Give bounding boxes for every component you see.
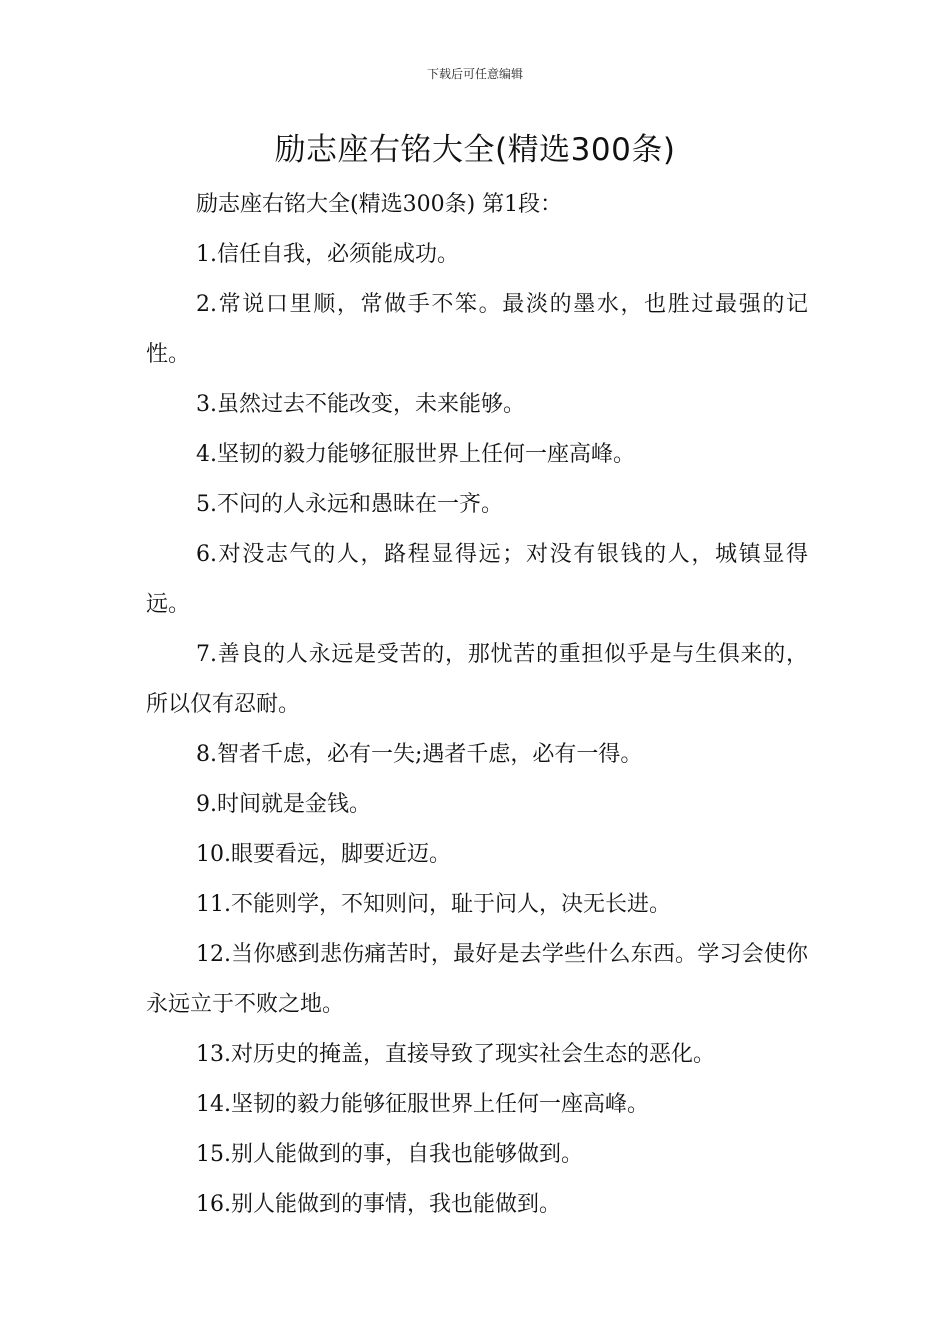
quote-item-1: 1.信任自我，必须能成功。	[196, 242, 459, 267]
quote-item-6: 6.对没志气的人，路程显得远；对没有银钱的人，城镇显得远。	[146, 542, 808, 617]
quote-item-11: 11.不能则学，不知则问，耻于问人，决无长进。	[196, 892, 671, 917]
quote-item-7: 7.善良的人永远是受苦的，那忧苦的重担似乎是与生俱来的，所以仅有忍耐。	[146, 642, 808, 717]
document-body	[146, 180, 808, 1230]
quote-item-9: 9.时间就是金钱。	[196, 792, 371, 817]
quote-item-13: 13.对历史的掩盖，直接导致了现实社会生态的恶化。	[196, 1042, 715, 1067]
quote-item-15: 15.别人能做到的事，自我也能够做到。	[196, 1142, 583, 1167]
quote-item-12: 12.当你感到悲伤痛苦时，最好是去学些什么东西。学习会使你永远立于不败之地。	[146, 942, 808, 1017]
header-note: 下载后可任意编辑	[426, 67, 523, 81]
document-title: 励志座右铭大全(精选300条)	[274, 132, 676, 168]
quote-item-8: 8.智者千虑，必有一失;遇者千虑，必有一得。	[196, 742, 643, 767]
quote-item-14: 14.坚韧的毅力能够征服世界上任何一座高峰。	[196, 1092, 649, 1117]
quote-item-5: 5.不问的人永远和愚昧在一齐。	[196, 492, 503, 517]
quote-item-3: 3.虽然过去不能改变，未来能够。	[196, 392, 525, 417]
quote-item-4: 4.坚韧的毅力能够征服世界上任何一座高峰。	[196, 442, 635, 467]
section-heading: 励志座右铭大全(精选300条) 第1段：	[196, 192, 563, 217]
quote-item-2: 2.常说口里顺，常做手不笨。最淡的墨水，也胜过最强的记性。	[146, 292, 808, 367]
quote-item-16: 16.别人能做到的事情，我也能做到。	[196, 1192, 561, 1217]
quote-item-10: 10.眼要看远，脚要近迈。	[196, 842, 451, 867]
